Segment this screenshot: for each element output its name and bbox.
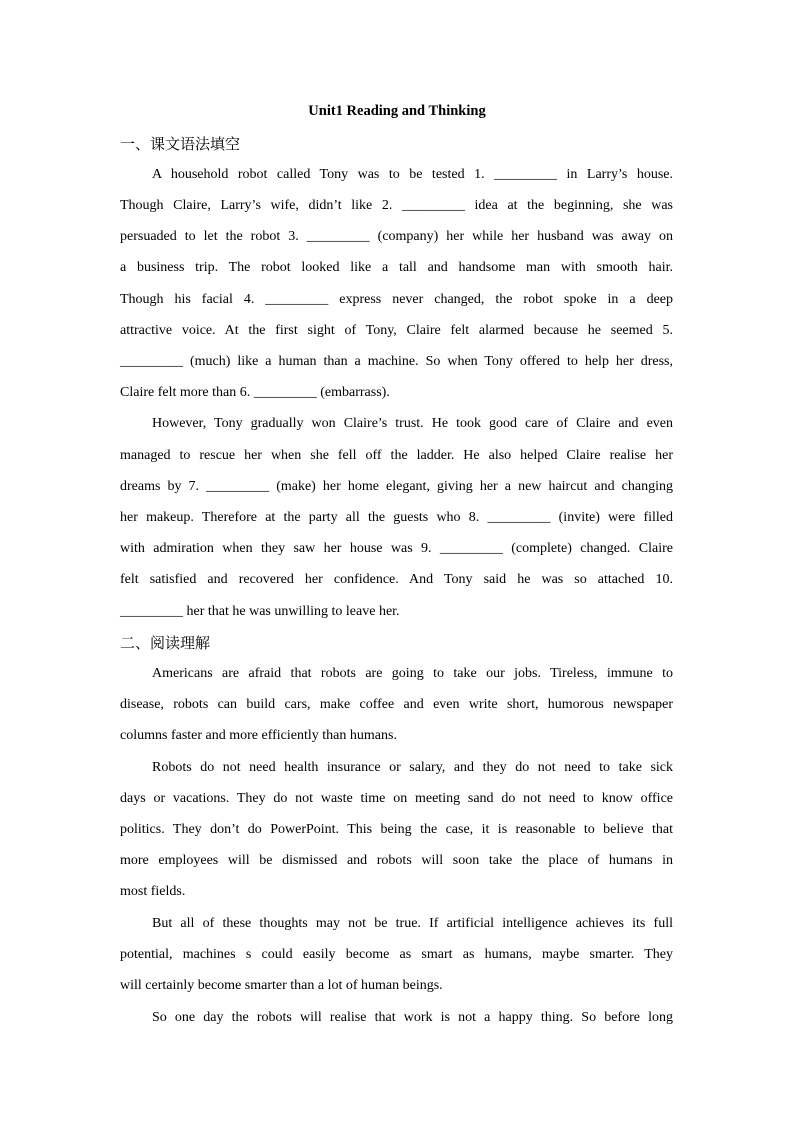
document-title: Unit1 Reading and Thinking [308,103,486,119]
paragraph-line: a business trip. The robot looked like a tall and handsome man with smooth hair. [120,260,673,275]
paragraph-line: Claire felt more than 6. _________ (embarrass). [120,385,390,400]
paragraph-line: days or vacations. They do not waste time on meeting sand do not need to know office [120,791,673,806]
paragraph-line: potential, machines s could easily become as smart as humans, maybe smarter. They [120,947,673,962]
paragraph-line: attractive voice. At the first sight of Tony, Claire felt alarmed because he seemed 5. [120,323,673,338]
paragraph-line: felt satisfied and recovered her confidence. And Tony said he was so attached 10. [120,572,673,587]
paragraph-line: persuaded to let the robot 3. _________ (company) her while her husband was away on [120,229,673,244]
paragraph-line: Robots do not need health insurance or salary, and they do not need to take sick [152,760,673,775]
paragraph-line: Though Claire, Larry’s wife, didn’t like 2. _________ idea at the beginning, she was [120,198,673,213]
paragraph-line: her makeup. Therefore at the party all the guests who 8. _________ (invite) were filled [120,510,673,525]
paragraph-line: columns faster and more efficiently than humans. [120,728,397,743]
paragraph-line: most fields. [120,884,186,899]
paragraph-line: with admiration when they saw her house was 9. _________ (complete) changed. Claire [120,541,673,556]
paragraph-line: dreams by 7. _________ (make) her home elegant, giving her a new haircut and changing [120,479,673,494]
paragraph-line: A household robot called Tony was to be tested 1. _________ in Larry’s house. [152,167,673,182]
paragraph-line: However, Tony gradually won Claire’s trust. He took good care of Claire and even [152,416,673,431]
paragraph-line: So one day the robots will realise that work is not a happy thing. So before long [152,1010,673,1025]
section-heading-grammar-fill: 一、课文语法填空 [120,135,241,153]
paragraph-line: But all of these thoughts may not be true. If artificial intelligence achieves its full [152,916,673,931]
paragraph-line: _________ her that he was unwilling to leave her. [120,604,400,619]
paragraph-line: disease, robots can build cars, make coffee and even write short, humorous newspaper [120,697,673,712]
section-heading-reading-comprehension: 二、阅读理解 [120,634,211,652]
paragraph-line: _________ (much) like a human than a machine. So when Tony offered to help her dress, [120,354,673,369]
paragraph-line: will certainly become smarter than a lot of human beings. [120,978,443,993]
paragraph-line: managed to rescue her when she fell off the ladder. He also helped Claire realise her [120,448,673,463]
paragraph-line: Americans are afraid that robots are going to take our jobs. Tireless, immune to [152,666,673,681]
paragraph-line: politics. They don’t do PowerPoint. This being the case, it is reasonable to believe that [120,822,673,837]
paragraph-line: more employees will be dismissed and robots will soon take the place of humans in [120,853,673,868]
paragraph-line: Though his facial 4. _________ express never changed, the robot spoke in a deep [120,292,673,307]
